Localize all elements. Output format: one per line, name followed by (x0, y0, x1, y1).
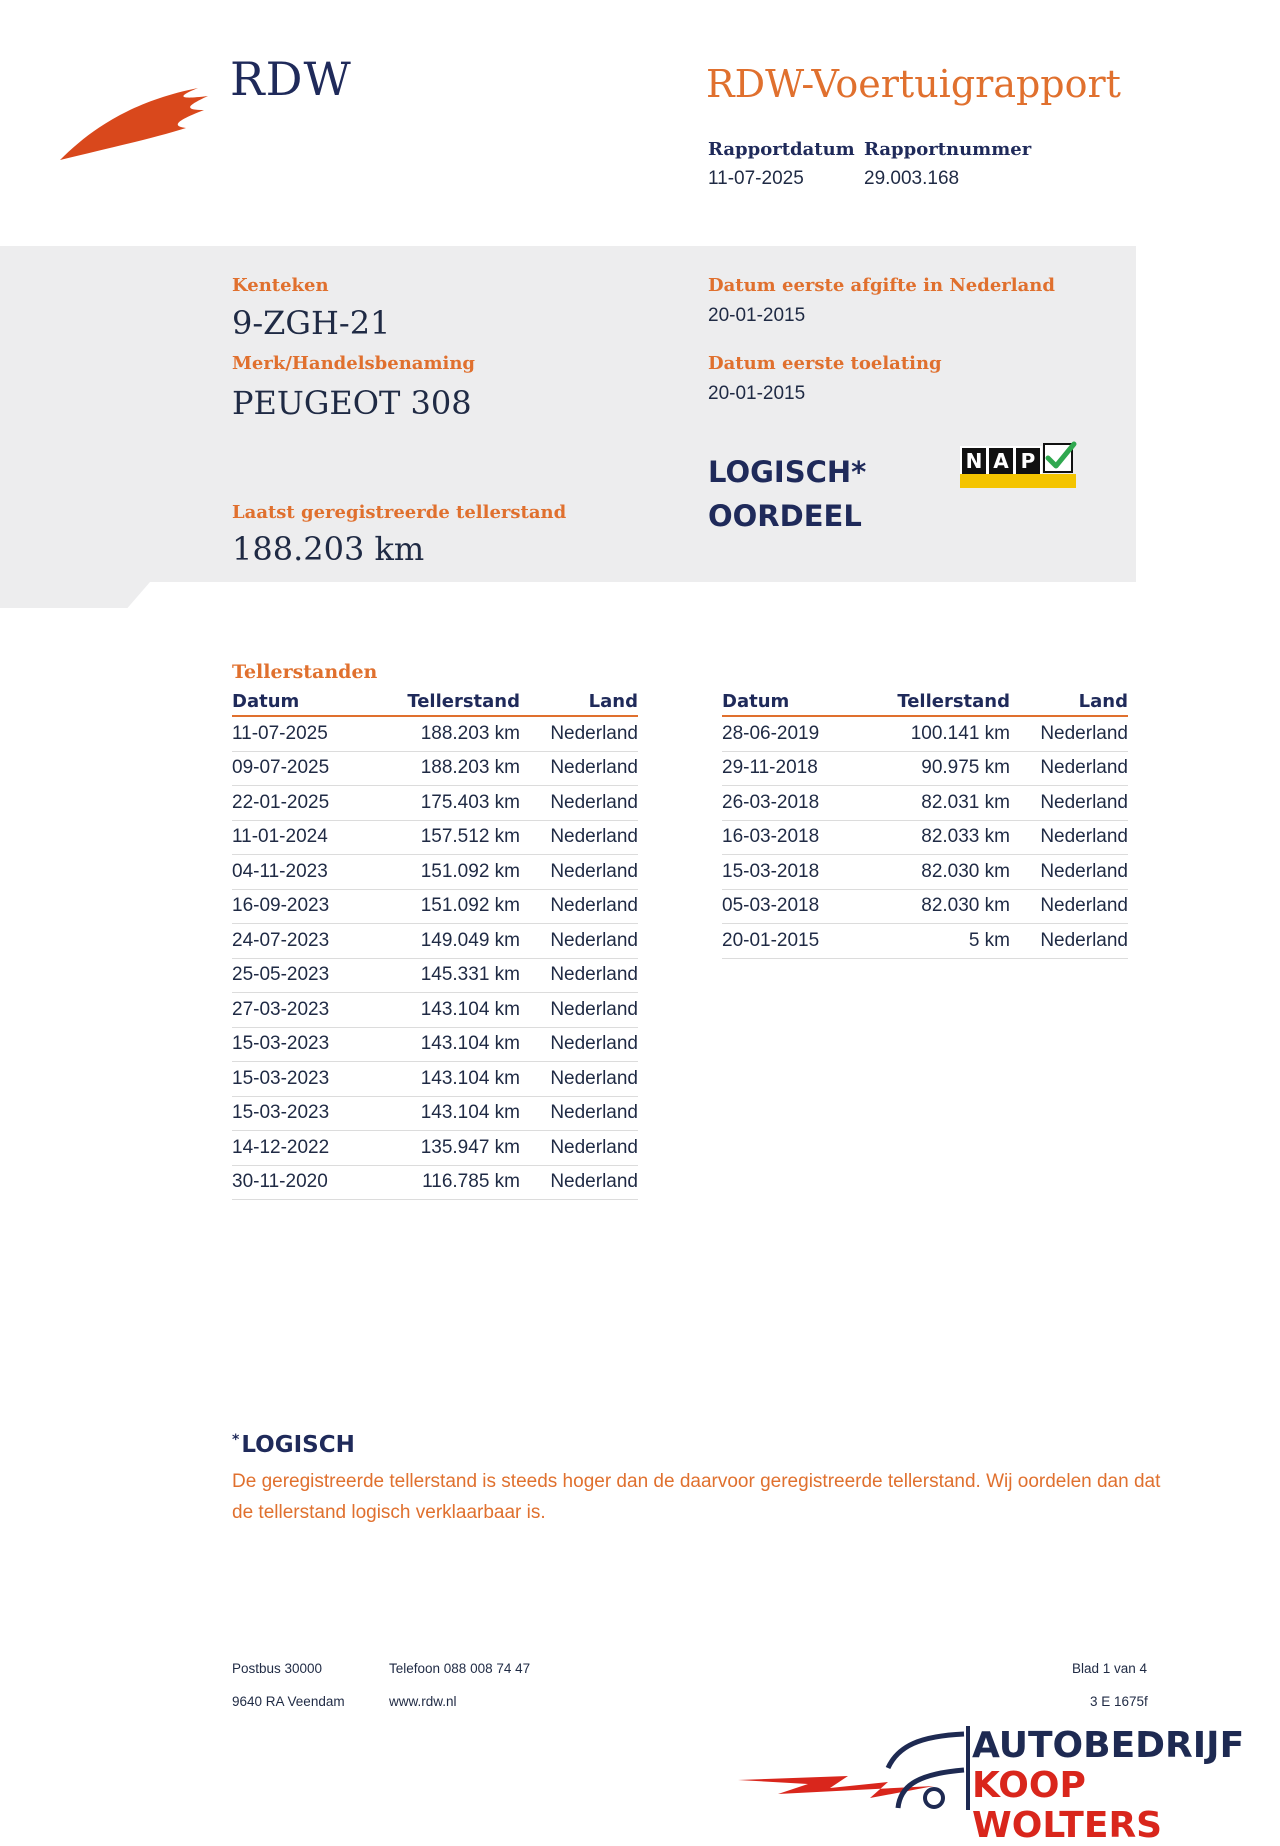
table-header (722, 688, 1128, 717)
tellerstand-value: 188.203 km (232, 530, 425, 568)
note-title (232, 1432, 355, 1458)
cell-tellerstand: 151.092 km (420, 895, 520, 917)
table-row (232, 890, 638, 925)
cell-tellerstand: 188.203 km (420, 757, 520, 779)
cell-datum: 16-09-2023 (232, 895, 330, 917)
cell-datum: 28-06-2019 (722, 722, 820, 744)
table-row (232, 855, 638, 890)
cell-datum: 22-01-2025 (232, 791, 330, 813)
toelating-value: 20-01-2015 (708, 383, 806, 404)
nap-letter: P (1016, 448, 1040, 474)
cell-tellerstand: 90.975 km (921, 757, 1010, 779)
table-row (232, 1097, 638, 1132)
cell-tellerstand: 82.030 km (921, 860, 1010, 882)
merk-label: Merk/Handelsbenaming (232, 353, 476, 374)
table-row (722, 786, 1128, 821)
afgifte-label: Datum eerste afgifte in Nederland (708, 275, 1055, 296)
cell-land: Nederland (550, 1171, 638, 1193)
cell-land: Nederland (550, 1067, 638, 1089)
cell-tellerstand: 135.947 km (420, 1136, 520, 1158)
cell-land: Nederland (550, 791, 638, 813)
tellerstanden-table-left (232, 688, 638, 1200)
cell-land: Nederland (550, 929, 638, 951)
cell-datum: 15-03-2023 (232, 1102, 330, 1124)
table-row (722, 821, 1128, 856)
cell-land: Nederland (550, 757, 638, 779)
cell-land: Nederland (550, 964, 638, 986)
cell-datum: 30-11-2020 (232, 1171, 328, 1193)
cell-tellerstand: 82.033 km (921, 826, 1010, 848)
note-title-text: LOGISCH (241, 1432, 355, 1458)
cell-tellerstand: 149.049 km (420, 929, 520, 951)
header-land: Land (588, 691, 638, 712)
table-row (232, 1166, 638, 1201)
nap-badge (960, 446, 1042, 488)
cell-datum: 29-11-2018 (722, 757, 818, 779)
table-row (232, 1062, 638, 1097)
cell-tellerstand: 175.403 km (420, 791, 520, 813)
kenteken-label: Kenteken (232, 275, 329, 296)
cell-land: Nederland (1040, 929, 1128, 951)
cell-tellerstand: 151.092 km (420, 860, 520, 882)
cell-datum: 27-03-2023 (232, 998, 330, 1020)
report-number-value: 29.003.168 (864, 168, 960, 189)
cell-land: Nederland (550, 1102, 638, 1124)
table-row (232, 924, 638, 959)
footer-telefoon: Telefoon 088 008 74 47 (389, 1661, 531, 1676)
rdw-wing-icon (58, 82, 210, 162)
cell-datum: 04-11-2023 (232, 860, 328, 882)
cell-land: Nederland (550, 998, 638, 1020)
report-date-label: Rapportdatum (708, 139, 855, 160)
cell-tellerstand: 157.512 km (420, 826, 520, 848)
table-row (232, 717, 638, 752)
table-row (722, 890, 1128, 925)
table-row (232, 821, 638, 856)
cell-tellerstand: 5 km (968, 929, 1010, 951)
report-number-label: Rapportnummer (864, 139, 1032, 160)
report-title: RDW-Voertuigrapport (706, 62, 1121, 106)
header-datum: Datum (722, 691, 790, 712)
cell-tellerstand: 143.104 km (420, 1102, 520, 1124)
kenteken-value: 9-ZGH-21 (232, 304, 391, 342)
cell-tellerstand: 116.785 km (422, 1171, 520, 1193)
cell-datum: 24-07-2023 (232, 929, 330, 951)
tellerstanden-title: Tellerstanden (232, 661, 378, 683)
cell-datum: 11-07-2025 (232, 722, 328, 744)
footer-adres: 9640 RA Veendam (232, 1694, 345, 1709)
verdict-line1: LOGISCH* (708, 455, 867, 489)
cell-tellerstand: 143.104 km (420, 1033, 520, 1055)
cell-tellerstand: 143.104 km (420, 1067, 520, 1089)
car-swoosh-icon (738, 1728, 968, 1812)
table-row (232, 1028, 638, 1063)
afgifte-value: 20-01-2015 (708, 305, 806, 326)
cell-datum: 15-03-2023 (232, 1067, 330, 1089)
header-datum: Datum (232, 691, 300, 712)
table-row (722, 924, 1128, 959)
table-header (232, 688, 638, 717)
footer-website[interactable]: www.rdw.nl (389, 1694, 457, 1709)
cell-land: Nederland (1040, 757, 1128, 779)
cell-tellerstand: 143.104 km (420, 998, 520, 1020)
verdict-line2: OORDEEL (708, 499, 862, 533)
cell-land: Nederland (1040, 826, 1128, 848)
toelating-label: Datum eerste toelating (708, 353, 942, 374)
cell-land: Nederland (1040, 791, 1128, 813)
cell-land: Nederland (1040, 860, 1128, 882)
cell-land: Nederland (550, 860, 638, 882)
header-tellerstand: Tellerstand (897, 691, 1010, 712)
footer-blad: Blad 1 van 4 (1072, 1661, 1148, 1676)
table-row (722, 855, 1128, 890)
dealer-name (972, 1726, 1280, 1846)
header-tellerstand: Tellerstand (407, 691, 520, 712)
cell-tellerstand: 82.031 km (921, 791, 1010, 813)
cell-land: Nederland (550, 1033, 638, 1055)
header-land: Land (1078, 691, 1128, 712)
dealer-line1: AUTOBEDRIJF (972, 1725, 1245, 1766)
footer-code: 3 E 1675f (1090, 1694, 1148, 1709)
footer-postbus: Postbus 30000 (232, 1661, 323, 1676)
cell-land: Nederland (550, 1136, 638, 1158)
dealer-divider (966, 1726, 970, 1810)
report-date-value: 11-07-2025 (708, 168, 804, 189)
checkmark-icon (1042, 440, 1078, 476)
cell-land: Nederland (550, 722, 638, 744)
cell-datum: 14-12-2022 (232, 1136, 330, 1158)
table-row (722, 717, 1128, 752)
brand-name: RDW (230, 52, 352, 106)
tellerstand-label: Laatst geregistreerde tellerstand (232, 502, 567, 523)
tellerstanden-table-right (722, 688, 1128, 959)
verdict (708, 450, 866, 538)
vehicle-summary-panel (0, 246, 1136, 582)
merk-value: PEUGEOT 308 (232, 384, 472, 422)
cell-tellerstand: 188.203 km (420, 722, 520, 744)
panel-tab (0, 582, 150, 608)
cell-land: Nederland (1040, 895, 1128, 917)
cell-tellerstand: 82.030 km (921, 895, 1010, 917)
cell-datum: 15-03-2023 (232, 1033, 330, 1055)
dealer-line2: KOOP WOLTERS (972, 1765, 1163, 1846)
note-star: * (232, 1432, 240, 1448)
table-row (232, 786, 638, 821)
cell-datum: 11-01-2024 (232, 826, 328, 848)
cell-datum: 16-03-2018 (722, 826, 820, 848)
cell-datum: 05-03-2018 (722, 895, 820, 917)
table-row (232, 752, 638, 787)
cell-tellerstand: 145.331 km (420, 964, 520, 986)
table-row (232, 993, 638, 1028)
cell-datum: 25-05-2023 (232, 964, 330, 986)
table-row (722, 752, 1128, 787)
cell-land: Nederland (550, 826, 638, 848)
table-row (232, 959, 638, 994)
cell-datum: 20-01-2015 (722, 929, 820, 951)
cell-datum: 26-03-2018 (722, 791, 820, 813)
nap-base-bar (960, 474, 1076, 488)
table-row (232, 1131, 638, 1166)
nap-letter: A (989, 448, 1013, 474)
note-text: De geregistreerde tellerstand is steeds hoger dan de daarvoor geregistreerde tellerstand. Wij oordelen dan dat de tellerstand logisch verklaarbaar is. (232, 1471, 1161, 1523)
cell-land: Nederland (1040, 722, 1128, 744)
cell-tellerstand: 100.141 km (910, 722, 1010, 744)
cell-land: Nederland (550, 895, 638, 917)
cell-datum: 15-03-2018 (722, 860, 820, 882)
nap-letter: N (962, 448, 986, 474)
cell-datum: 09-07-2025 (232, 757, 330, 779)
